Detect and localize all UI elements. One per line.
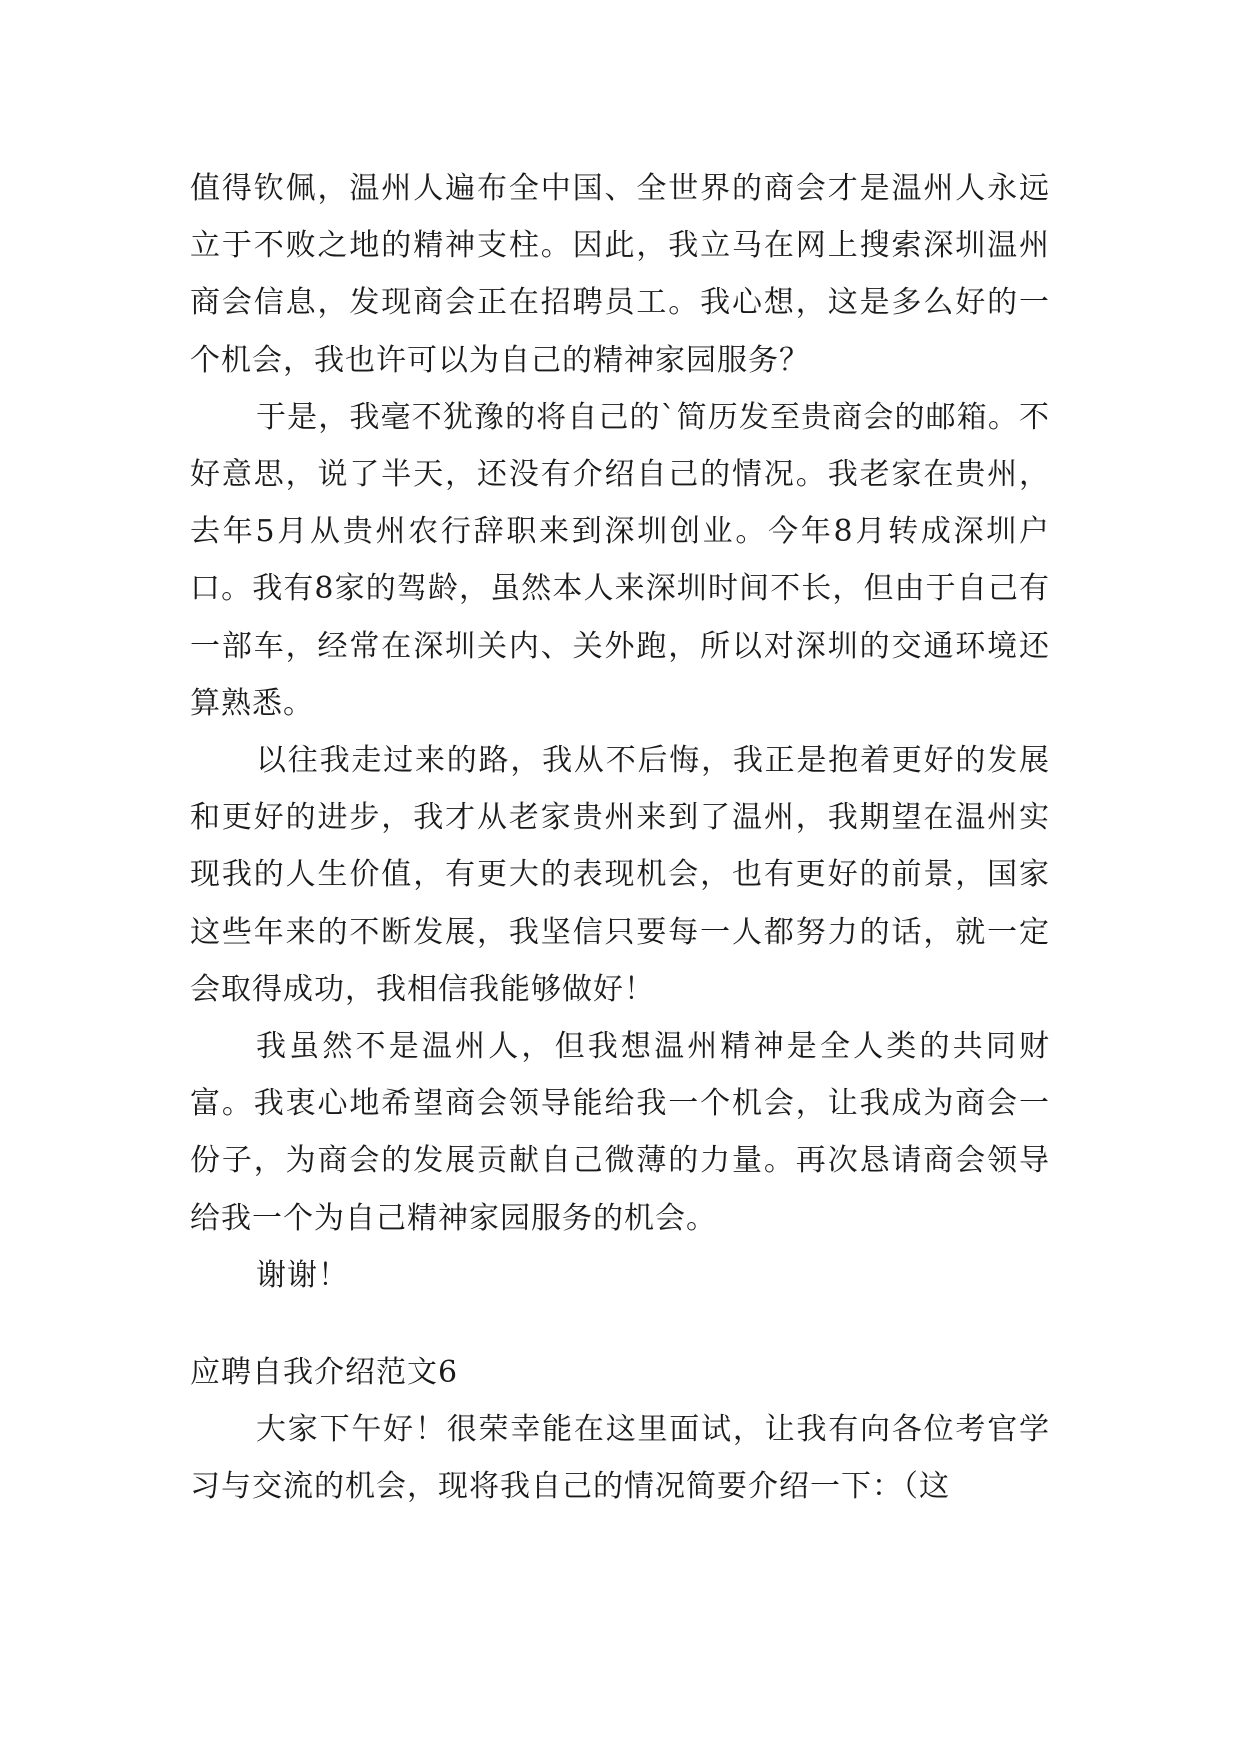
paragraph-4: 我虽然不是温州人，但我想温州精神是全人类的共同财富。我衷心地希望商会领导能给我一个机会，让我成为商会一份子，为商会的发展贡献自己微薄的力量。再次恳请商会领导给我一个为自己精神家园服务的机会。: [190, 1029, 1050, 1236]
section-gap: [190, 1304, 1050, 1344]
paragraph-1: 值得钦佩，温州人遍布全中国、全世界的商会才是温州人永远立于不败之地的精神支柱。因此，我立马在网上搜索深圳温州商会信息，发现商会正在招聘员工。我心想，这是多么好的一个机会，我也许可以为自己的精神家园服务？: [190, 171, 1050, 378]
paragraph-3: 以往我走过来的路，我从不后悔，我正是抱着更好的发展和更好的进步，我才从老家贵州来到了温州，我期望在温州实现我的人生价值，有更大的表现机会，也有更好的前景，国家这些年来的不断发展，我坚信只要每一人都努力的话，就一定会取得成功，我相信我能够做好！: [190, 743, 1050, 1007]
section-title: 应聘自我介绍范文6: [190, 1355, 459, 1391]
paragraph-2: 于是，我毫不犹豫的将自己的`简历发至贵商会的邮箱。不好意思，说了半天，还没有介绍自己的情况。我老家在贵州，去年5月从贵州农行辞职来到深圳创业。今年8月转成深圳户口。我有8家的驾龄，虽然本人来深圳时间不长，但由于自己有一部车，经常在深圳关内、关外跑，所以对深圳的交通环境还算熟悉。: [190, 399, 1050, 721]
document-body: [190, 160, 1050, 1516]
paragraph-5-thanks: 谢谢！: [256, 1257, 349, 1293]
section-paragraph-1: 大家下午好！很荣幸能在这里面试，让我有向各位考官学习与交流的机会，现将我自己的情况简要介绍一下：（这: [190, 1412, 1050, 1505]
